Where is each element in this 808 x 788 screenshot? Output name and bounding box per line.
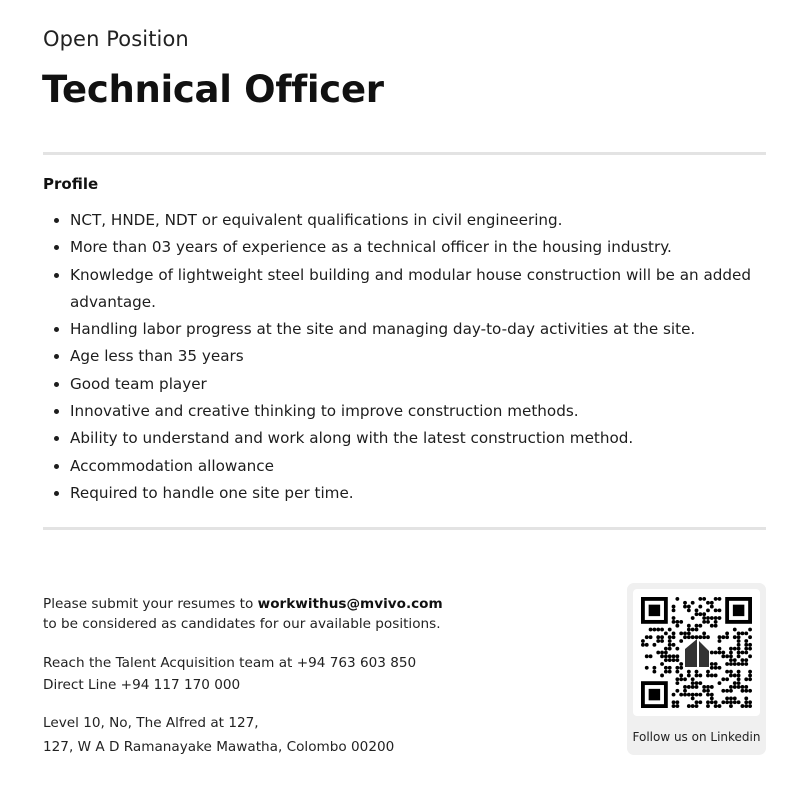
qr-module [748, 643, 752, 647]
page-title: Technical Officer [42, 68, 384, 111]
qr-module [725, 700, 729, 704]
qr-module [714, 704, 718, 708]
qr-module [744, 677, 748, 681]
qr-module [729, 651, 733, 655]
qr-module [683, 601, 687, 605]
qr-module [683, 631, 687, 635]
qr-module [737, 674, 741, 678]
qr-module [698, 700, 702, 704]
qr-module [683, 693, 687, 697]
qr-module [672, 631, 676, 635]
qr-module [695, 624, 699, 628]
qr-module [675, 647, 679, 651]
qr-module [698, 693, 702, 697]
qr-module [748, 635, 752, 639]
qr-module [683, 685, 687, 689]
qr-module [656, 639, 660, 643]
qr-module [721, 651, 725, 655]
qr-module [748, 700, 752, 704]
qr-module [725, 654, 729, 658]
qr-module [744, 651, 748, 655]
qr-module [698, 612, 702, 616]
qr-module [737, 631, 741, 635]
qr-module [675, 624, 679, 628]
qr-module [698, 624, 702, 628]
qr-module [672, 643, 676, 647]
qr-module [741, 689, 745, 693]
profile-item: Accommodation allowance [52, 453, 752, 480]
qr-module [687, 693, 691, 697]
qr-module [702, 685, 706, 689]
profile-item: Handling labor progress at the site and managing day-to-day activities at the site. [52, 316, 752, 343]
qr-module [733, 662, 737, 666]
qr-module [649, 654, 653, 658]
qr-module [668, 628, 672, 632]
qr-module [652, 670, 656, 674]
qr-module [672, 620, 676, 624]
qr-module [725, 635, 729, 639]
submit-instructions [43, 594, 443, 634]
talent-line: Reach the Talent Acquisition team at +94 763 603 850 [43, 655, 417, 671]
qr-module [702, 612, 706, 616]
qr-module [660, 674, 664, 678]
qr-box[interactable] [633, 589, 760, 716]
qr-module [714, 597, 718, 601]
qr-module [679, 674, 683, 678]
qr-module [683, 605, 687, 609]
qr-module [691, 693, 695, 697]
qr-module [695, 674, 699, 678]
qr-module [706, 635, 710, 639]
qr-module [710, 616, 714, 620]
qr-module [679, 662, 683, 666]
qr-module [698, 597, 702, 601]
qr-module [729, 670, 733, 674]
qr-module [721, 677, 725, 681]
qr-module [748, 704, 752, 708]
qr-module [744, 639, 748, 643]
profile-item: Good team player [52, 371, 752, 398]
profile-item: NCT, HNDE, NDT or equivalent qualifications in civil engineering. [52, 207, 752, 234]
qr-module [698, 674, 702, 678]
profile-item: Age less than 35 years [52, 343, 752, 370]
qr-module [741, 631, 745, 635]
qr-module [710, 662, 714, 666]
qr-module [725, 697, 729, 701]
qr-module [691, 628, 695, 632]
qr-module [718, 639, 722, 643]
qr-module [660, 639, 664, 643]
qr-module [668, 654, 672, 658]
qr-module [737, 662, 741, 666]
qr-module [748, 674, 752, 678]
qr-module [741, 704, 745, 708]
qr-module [702, 635, 706, 639]
qr-module [721, 654, 725, 658]
qr-module [702, 620, 706, 624]
qr-module [691, 635, 695, 639]
qr-module [714, 674, 718, 678]
qr-module [672, 658, 676, 662]
qr-module [733, 685, 737, 689]
qr-module [679, 639, 683, 643]
qr-module [729, 674, 733, 678]
qr-module [741, 658, 745, 662]
qr-module [748, 689, 752, 693]
qr-module [675, 597, 679, 601]
qr-module [737, 685, 741, 689]
qr-module [710, 601, 714, 605]
qr-module [737, 670, 741, 674]
qr-module [695, 681, 699, 685]
qr-module [695, 685, 699, 689]
qr-module [744, 658, 748, 662]
qr-module [744, 689, 748, 693]
qr-module [718, 681, 722, 685]
qr-module [710, 605, 714, 609]
qr-module [710, 666, 714, 670]
qr-module [675, 620, 679, 624]
qr-module [706, 608, 710, 612]
qr-module [737, 677, 741, 681]
qr-module [714, 624, 718, 628]
qr-module [675, 700, 679, 704]
qr-module [714, 651, 718, 655]
qr-module [683, 677, 687, 681]
qr-module [656, 635, 660, 639]
qr-module [729, 697, 733, 701]
qr-module [748, 654, 752, 658]
qr-module [679, 693, 683, 697]
qr-module [744, 697, 748, 701]
qr-module [652, 628, 656, 632]
address-line-2: 127, W A D Ramanayake Mawatha, Colombo 00200 [43, 739, 395, 755]
qr-module [725, 677, 729, 681]
qr-module [687, 704, 691, 708]
qr-module [695, 612, 699, 616]
submit-suffix: to be considered as candidates for our available positions. [43, 616, 441, 632]
address-line-1: Level 10, No, The Alfred at 127, [43, 715, 259, 731]
qr-module [737, 654, 741, 658]
qr-module [695, 628, 699, 632]
qr-module [702, 631, 706, 635]
qr-module [725, 631, 729, 635]
qr-module [660, 662, 664, 666]
qr-module [733, 674, 737, 678]
qr-module [741, 685, 745, 689]
qr-module [675, 677, 679, 681]
qr-module [668, 670, 672, 674]
qr-module [679, 666, 683, 670]
qr-module [660, 651, 664, 655]
qr-module [691, 697, 695, 701]
qr-module [706, 704, 710, 708]
qr-module [687, 608, 691, 612]
qr-module [687, 670, 691, 674]
qr-logo-mark [685, 639, 709, 667]
submit-prefix: Please submit your resumes to [43, 596, 258, 612]
address [43, 711, 394, 759]
qr-module [748, 677, 752, 681]
qr-module [645, 654, 649, 658]
qr-module [649, 635, 653, 639]
qr-module [672, 635, 676, 639]
qr-module [706, 689, 710, 693]
qr-module [718, 616, 722, 620]
qr-module [641, 639, 645, 643]
qr-module [691, 681, 695, 685]
qr-module [664, 670, 668, 674]
qr-module [683, 635, 687, 639]
qr-caption[interactable]: Follow us on Linkedin [632, 730, 761, 744]
qr-module [710, 674, 714, 678]
qr-module [679, 620, 683, 624]
qr-card[interactable] [627, 583, 766, 755]
profile-item: Innovative and creative thinking to improve construction methods. [52, 398, 752, 425]
qr-module [687, 628, 691, 632]
qr-module [656, 628, 660, 632]
qr-module [710, 624, 714, 628]
qr-code-icon [641, 597, 752, 708]
profile-item: More than 03 years of experience as a technical officer in the housing industry. [52, 234, 752, 261]
qr-module [668, 639, 672, 643]
qr-module [748, 628, 752, 632]
qr-module [706, 601, 710, 605]
qr-module [687, 685, 691, 689]
qr-module [652, 666, 656, 670]
qr-module [687, 674, 691, 678]
qr-module [733, 635, 737, 639]
qr-module [691, 685, 695, 689]
qr-module [702, 689, 706, 693]
qr-module [737, 647, 741, 651]
email-link[interactable]: workwithus@mvivo.com [257, 596, 443, 612]
qr-module [718, 647, 722, 651]
qr-module [725, 670, 729, 674]
qr-module [710, 685, 714, 689]
qr-module [675, 666, 679, 670]
qr-module [744, 662, 748, 666]
qr-module [687, 624, 691, 628]
qr-module [706, 685, 710, 689]
qr-module [710, 693, 714, 697]
qr-module [675, 670, 679, 674]
qr-module [729, 658, 733, 662]
qr-module [679, 677, 683, 681]
qr-module [714, 608, 718, 612]
qr-module [675, 654, 679, 658]
qr-module [733, 658, 737, 662]
profile-heading: Profile [43, 175, 99, 193]
qr-module [668, 643, 672, 647]
qr-module [652, 643, 656, 647]
qr-module [714, 620, 718, 624]
qr-module [645, 643, 649, 647]
qr-module [645, 666, 649, 670]
qr-finder-inner [733, 605, 744, 616]
qr-module [714, 666, 718, 670]
qr-module [706, 693, 710, 697]
qr-module [641, 643, 645, 647]
qr-module [729, 700, 733, 704]
qr-module [664, 647, 668, 651]
qr-module [714, 662, 718, 666]
qr-module [706, 670, 710, 674]
qr-module [748, 647, 752, 651]
qr-module [718, 635, 722, 639]
qr-module [679, 631, 683, 635]
qr-module [660, 635, 664, 639]
qr-module [664, 631, 668, 635]
qr-module [718, 597, 722, 601]
qr-module [721, 635, 725, 639]
qr-module [668, 658, 672, 662]
qr-module [706, 620, 710, 624]
qr-module [668, 647, 672, 651]
profile-item: Ability to understand and work along with the latest construction method. [52, 425, 752, 452]
qr-module [672, 616, 676, 620]
qr-module [672, 605, 676, 609]
qr-module [737, 681, 741, 685]
qr-module [691, 704, 695, 708]
qr-module [718, 608, 722, 612]
qr-module [733, 681, 737, 685]
qr-module [687, 605, 691, 609]
qr-module [729, 654, 733, 658]
qr-module [664, 654, 668, 658]
qr-module [744, 631, 748, 635]
qr-module [698, 681, 702, 685]
qr-module [725, 689, 729, 693]
qr-module [660, 654, 664, 658]
qr-module [649, 628, 653, 632]
qr-module [695, 700, 699, 704]
qr-module [744, 647, 748, 651]
qr-module [744, 643, 748, 647]
qr-module [668, 635, 672, 639]
qr-module [737, 651, 741, 655]
qr-module [729, 685, 733, 689]
qr-module [741, 651, 745, 655]
qr-module [691, 677, 695, 681]
qr-module [710, 700, 714, 704]
qr-module [656, 651, 660, 655]
qr-module [687, 635, 691, 639]
qr-module [695, 608, 699, 612]
page-eyebrow: Open Position [43, 27, 189, 51]
qr-module [729, 704, 733, 708]
qr-module [733, 700, 737, 704]
qr-module [668, 666, 672, 670]
qr-module [683, 689, 687, 693]
qr-module [698, 605, 702, 609]
qr-module [664, 658, 668, 662]
direct-line: Direct Line +94 117 170 000 [43, 677, 241, 693]
qr-module [672, 693, 676, 697]
qr-module [687, 631, 691, 635]
profile-item: Required to handle one site per time. [52, 480, 752, 507]
qr-module [698, 635, 702, 639]
qr-module [710, 651, 714, 655]
qr-module [695, 670, 699, 674]
qr-module [714, 616, 718, 620]
qr-module [737, 639, 741, 643]
qr-module [737, 700, 741, 704]
qr-module [729, 662, 733, 666]
qr-module [706, 616, 710, 620]
qr-module [695, 693, 699, 697]
qr-module [744, 704, 748, 708]
qr-module [660, 628, 664, 632]
qr-module [748, 670, 752, 674]
qr-module [706, 700, 710, 704]
qr-module [725, 662, 729, 666]
bottom-divider [43, 527, 766, 530]
qr-module [675, 689, 679, 693]
qr-module [664, 651, 668, 655]
qr-finder-inner [649, 605, 660, 616]
top-divider [43, 152, 766, 155]
qr-module [744, 700, 748, 704]
qr-module [721, 700, 725, 704]
qr-module [695, 704, 699, 708]
contact-numbers [43, 652, 416, 696]
qr-module [718, 704, 722, 708]
qr-module [718, 666, 722, 670]
qr-module [741, 662, 745, 666]
qr-module [691, 601, 695, 605]
profile-item: Knowledge of lightweight steel building and modular house construction will be an added advantage. [52, 262, 752, 317]
qr-module [733, 628, 737, 632]
qr-module [714, 700, 718, 704]
qr-module [664, 666, 668, 670]
qr-module [729, 647, 733, 651]
qr-module [672, 654, 676, 658]
qr-module [672, 700, 676, 704]
qr-module [721, 689, 725, 693]
qr-module [695, 635, 699, 639]
qr-module [737, 643, 741, 647]
qr-module [718, 651, 722, 655]
qr-module [675, 681, 679, 685]
qr-finder-inner [649, 689, 660, 700]
qr-module [691, 616, 695, 620]
qr-module [710, 697, 714, 701]
qr-module [729, 689, 733, 693]
qr-module [744, 685, 748, 689]
qr-module [675, 704, 679, 708]
qr-module [737, 635, 741, 639]
qr-module [733, 647, 737, 651]
qr-module [706, 674, 710, 678]
qr-module [702, 597, 706, 601]
profile-list [52, 207, 752, 507]
qr-module [675, 658, 679, 662]
qr-module [645, 635, 649, 639]
qr-module [672, 704, 676, 708]
qr-module [672, 608, 676, 612]
qr-module [733, 697, 737, 701]
qr-module [702, 616, 706, 620]
